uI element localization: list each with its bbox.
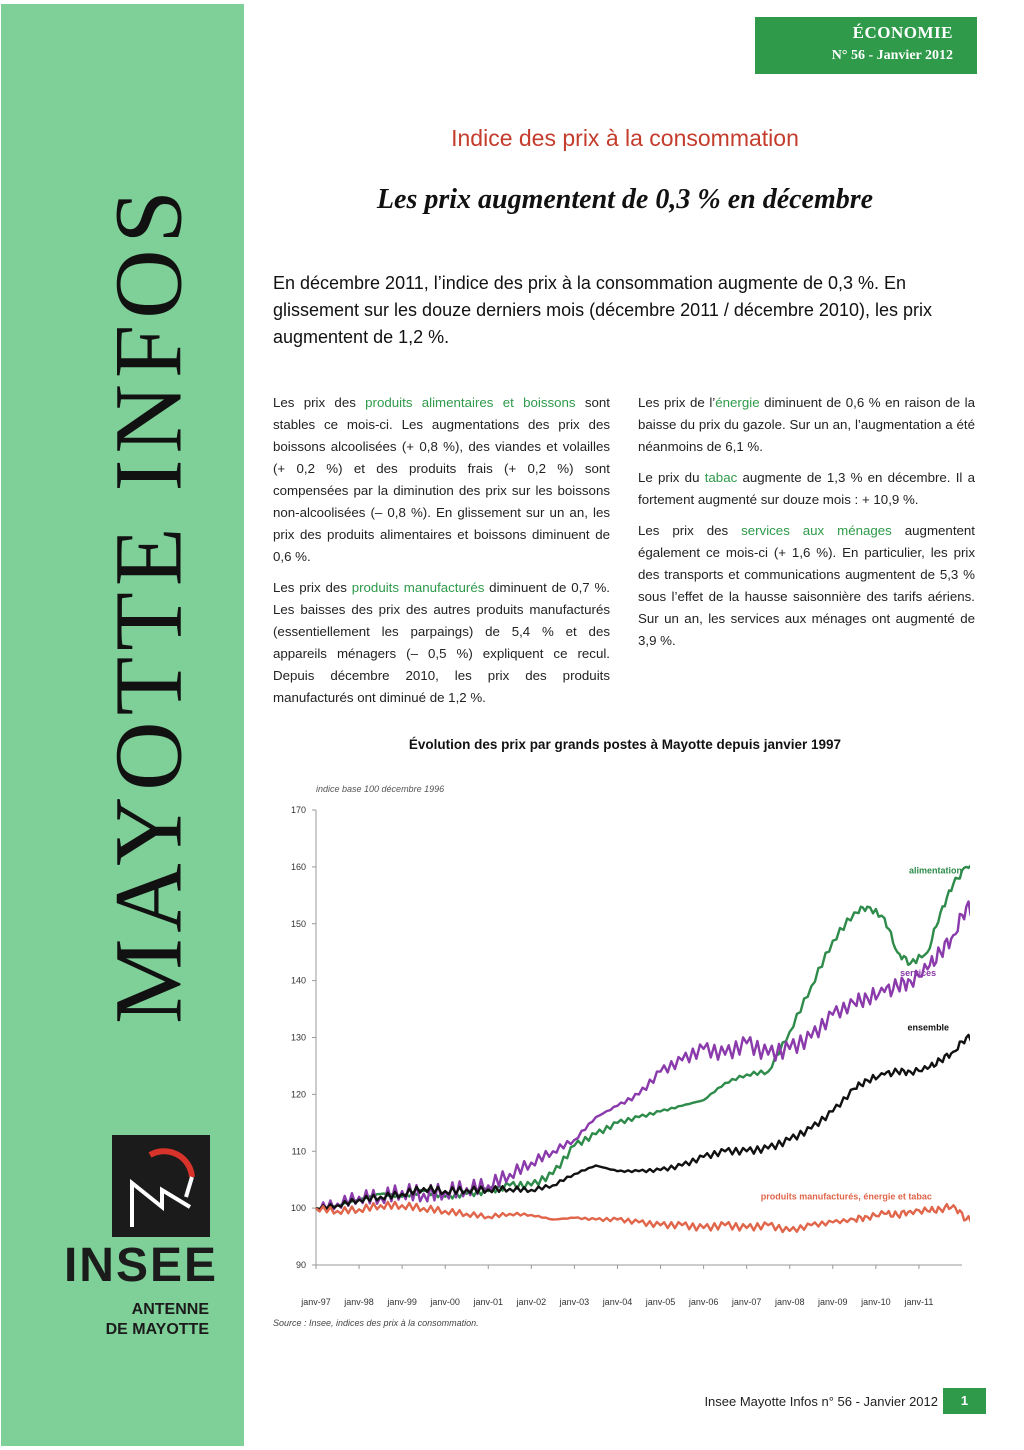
y-axis-label: indice base 100 décembre 1996 — [316, 784, 445, 794]
x-tick-label: janv-11 — [904, 1297, 934, 1307]
series-annotation: alimentation — [908, 865, 962, 876]
x-tick-label: janv-97 — [301, 1297, 331, 1307]
y-tick-label: 150 — [290, 918, 306, 929]
highlight-services: services aux ménages — [741, 523, 892, 538]
series-line-produits — [316, 1202, 970, 1232]
badge-category: ÉCONOMIE — [852, 23, 953, 42]
series-line-alimentation — [316, 866, 970, 1209]
antenne-line-1: ANTENNE — [131, 1301, 209, 1318]
series-annotation: services — [900, 968, 937, 979]
antenne-line-2: DE MAYOTTE — [105, 1321, 209, 1338]
series-line-services — [316, 901, 970, 1212]
left-band — [1, 4, 244, 1446]
highlight-alimentation: produits alimentaires et boissons — [365, 395, 576, 410]
footer-publication: Insee Mayotte Infos n° 56 - Janvier 2012 — [704, 1394, 938, 1409]
chart-title: Évolution des prix par grands postes à Mayotte depuis janvier 1997 — [408, 737, 842, 752]
highlight-manufactures: produits manufacturés — [351, 580, 485, 595]
insee-wordmark: INSEE — [63, 1239, 219, 1292]
highlight-energie: énergie — [715, 395, 760, 410]
price-index-chart — [270, 760, 970, 1320]
y-tick-label: 170 — [290, 805, 306, 815]
insee-logo — [112, 1135, 210, 1237]
y-tick-label: 120 — [290, 1089, 306, 1100]
highlight-tabac: tabac — [704, 470, 738, 485]
x-tick-label: janv-99 — [387, 1297, 417, 1307]
x-tick-label: janv-04 — [602, 1297, 633, 1307]
chart-source: Source : Insee, indices des prix à la consommation. — [273, 1318, 479, 1328]
insee-logo-mark — [112, 1135, 210, 1237]
badge-issue: N° 56 - Janvier 2012 — [831, 48, 953, 63]
x-tick-label: janv-02 — [516, 1297, 547, 1307]
paragraph-manufactures: Les prix des produits manufacturés diminuent de 0,7 %. Les baisses des prix des autres produits manufacturés (essentiellement les parpaings) de 5,4 % et des appareils ménagers (– 0,5 %) expliquent ce recul. Depuis décembre 2010, les prix des produits manufacturés ont diminué de 1,2 %. — [273, 580, 611, 705]
article-headline: Les prix augmentent de 0,3 % en décembre — [376, 184, 874, 215]
article-subtitle: Indice des prix à la consommation — [451, 125, 799, 151]
paragraph-energie: Les prix de l’énergie diminuent de 0,6 % en raison de la baisse du prix du gazole. Sur un an, l’augmentation a été néanmoins de 6,1 %. — [638, 395, 975, 454]
x-tick-label: janv-10 — [861, 1297, 891, 1307]
article-column-1 — [273, 392, 610, 718]
paragraph-tabac: Le prix du tabac augmente de 1,3 % en décembre. Il a fortement augmenté sur douze mois : + 10,9 %. — [638, 470, 976, 507]
article-column-2 — [638, 392, 975, 661]
y-tick-label: 130 — [290, 1032, 306, 1043]
x-tick-label: janv-01 — [473, 1297, 504, 1307]
series-annotation: ensemble — [907, 1022, 950, 1033]
x-tick-label: janv-05 — [645, 1297, 676, 1307]
page-number: 1 — [943, 1388, 986, 1414]
x-tick-label: janv-08 — [774, 1297, 805, 1307]
issue-badge — [755, 17, 977, 74]
y-tick-label: 100 — [290, 1203, 306, 1214]
paragraph-alimentation: Les prix des produits alimentaires et boissons sont stables ce mois-ci. Les augmentations des prix des boissons alcoolisées (+ 0,8 %), des viandes et volailles (+ 0,2 %) et des produits frais (+ 0,2 %) sont compensées par la diminution des prix sur les boissons non-alcoolisées (– 0,8 %). En glissement sur un an, les prix des produits alimentaires et boissons diminuent de 0,6 %. — [273, 395, 610, 564]
x-tick-label: janv-98 — [344, 1297, 374, 1307]
article-lead: En décembre 2011, l’indice des prix à la consommation augmente de 0,3 %. En glissement sur les douze derniers mois (décembre 2011 / décembre 2010), les prix augmentent de 1,2 %. — [273, 273, 932, 347]
paragraph-services: Les prix des services aux ménages augmentent également ce mois-ci (+ 1,6 %). En particulier, les prix des transports et communications augmentent de 5,3 % sous l’effet de la hausse saisonnière des tarifs aériens. Sur un an, les services aux ménages ont augmenté de 3,9 %. — [638, 523, 975, 648]
y-tick-label: 140 — [290, 975, 306, 986]
x-tick-label: janv-00 — [430, 1297, 460, 1307]
x-tick-label: janv-09 — [818, 1297, 848, 1307]
x-tick-label: janv-06 — [688, 1297, 719, 1307]
antenne-label — [51, 1300, 209, 1340]
y-tick-label: 160 — [290, 861, 306, 872]
x-tick-label: janv-07 — [731, 1297, 762, 1307]
y-tick-label: 90 — [295, 1260, 306, 1270]
y-tick-label: 110 — [291, 1146, 306, 1157]
x-tick-label: janv-03 — [559, 1297, 590, 1307]
publication-title: MAYOTTE INFOS — [94, 184, 202, 1024]
series-annotation: produits manufacturés, énergie et tabac — [760, 1191, 932, 1202]
series-line-ensemble — [316, 1034, 970, 1209]
